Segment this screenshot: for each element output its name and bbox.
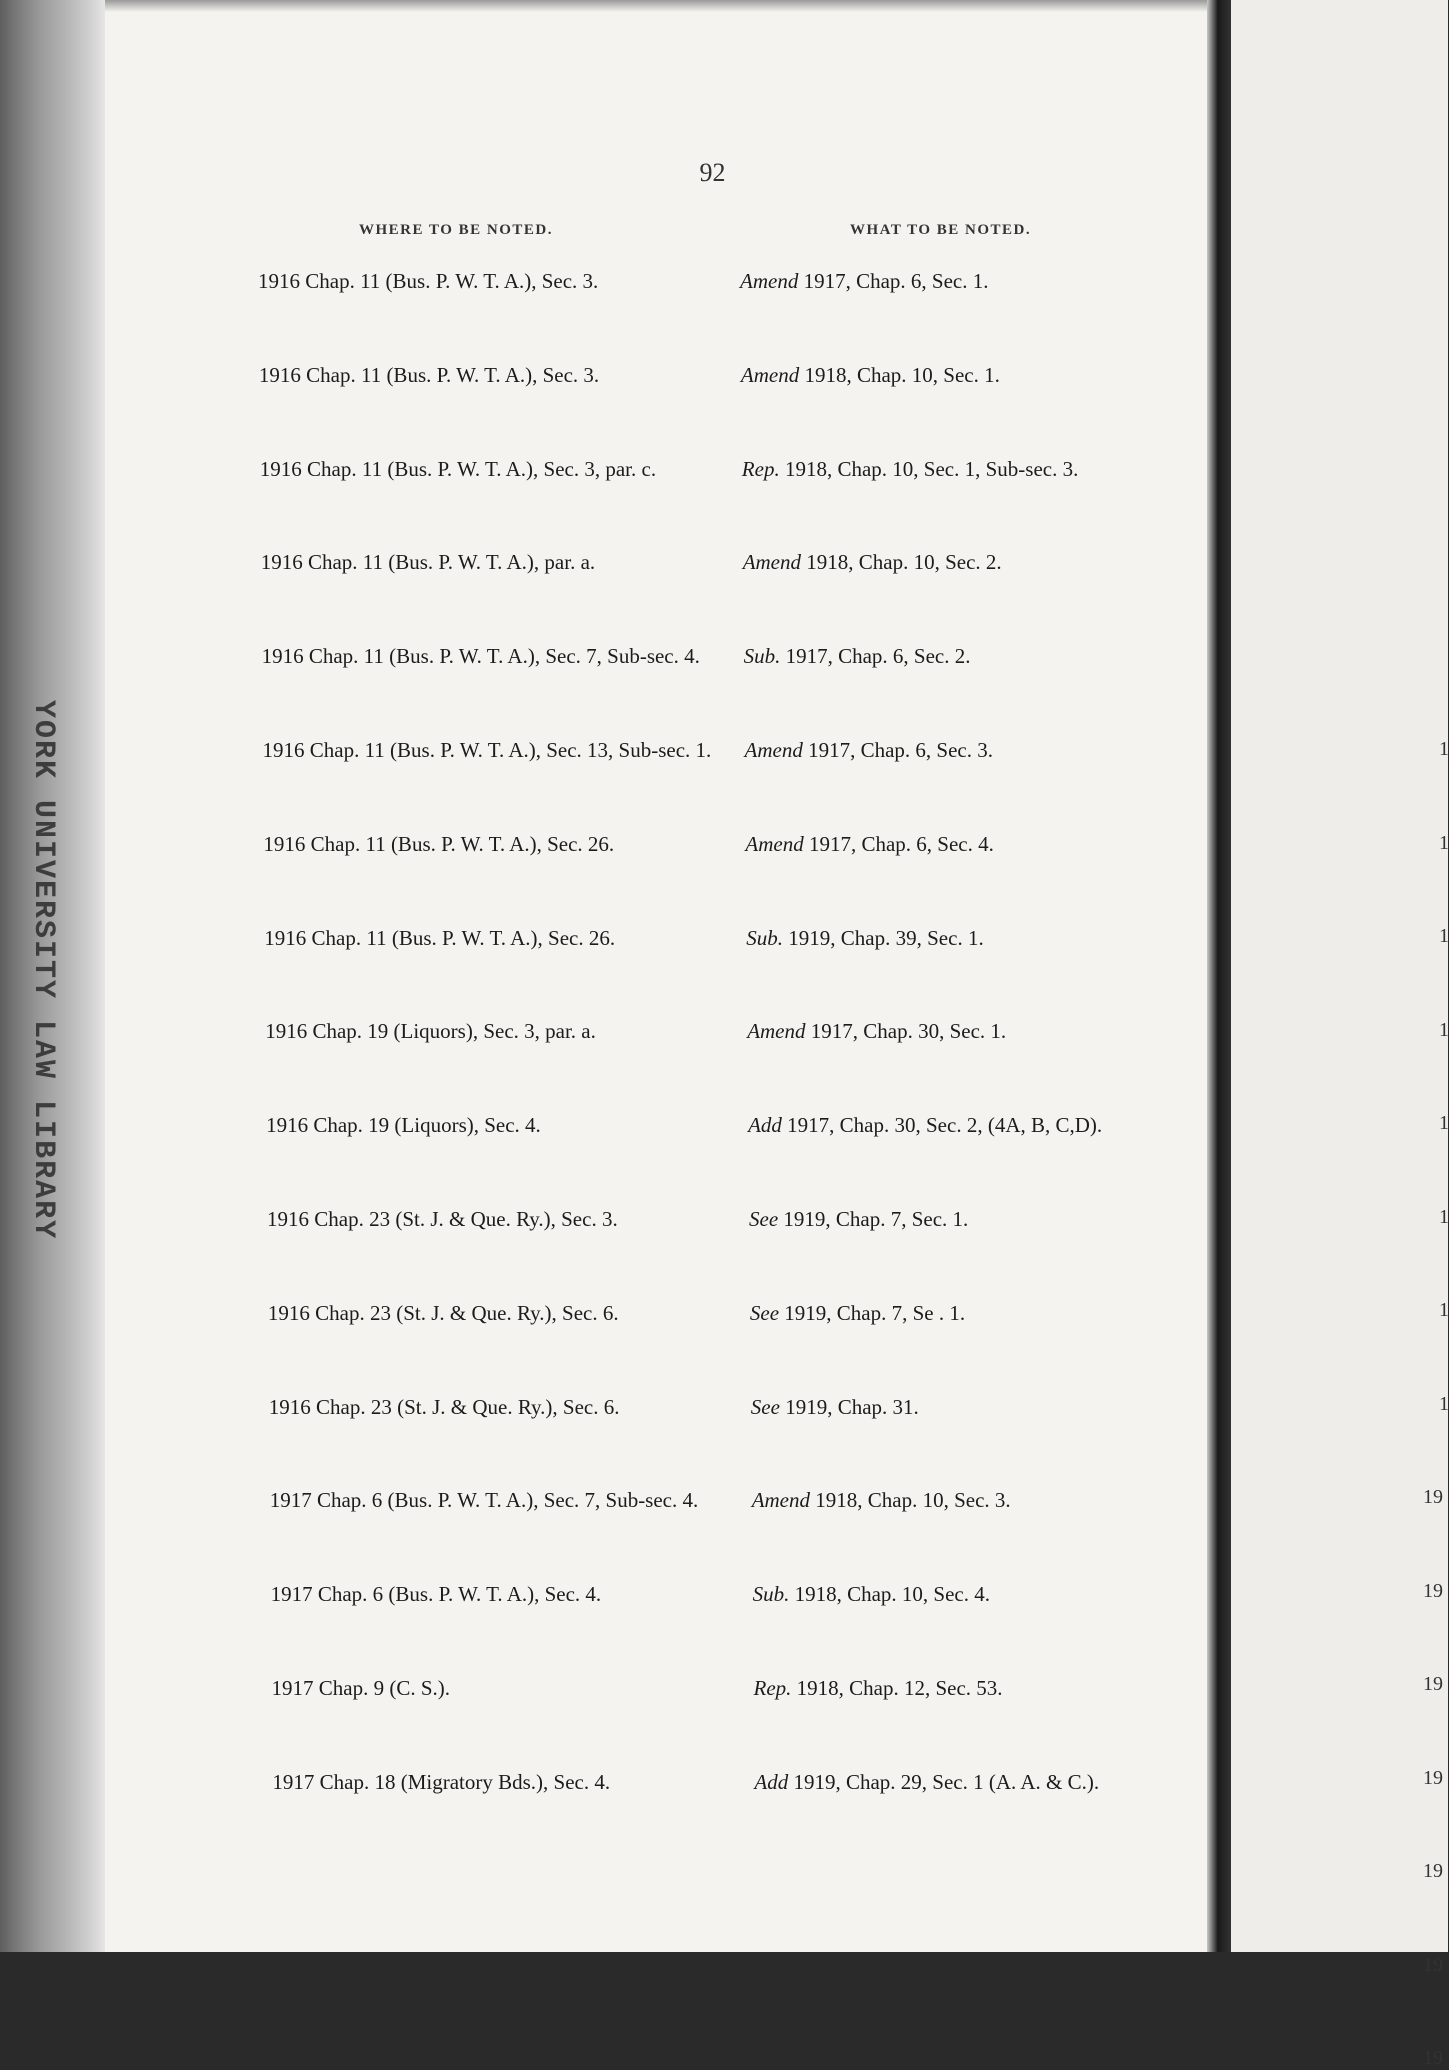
action-keyword: Sub. xyxy=(743,644,781,669)
where-cell: 1916 Chap. 11 (Bus. P. W. T. A.), par. a. xyxy=(260,550,596,575)
facing-page xyxy=(1231,0,1449,2069)
where-cell: 1916 Chap. 11 (Bus. P. W. T. A.), Sec. 7, Sub-sec. 4. xyxy=(261,644,700,669)
list-item xyxy=(105,1018,1320,1098)
facing-page-fragment: 19 xyxy=(1423,1953,1443,1976)
what-cell xyxy=(741,362,1247,388)
where-cell: 1916 Chap. 11 (Bus. P. W. T. A.), Sec. 26. xyxy=(263,831,615,856)
facing-page-fragment: 1 xyxy=(1439,738,1449,760)
where-cell: 1917 Chap. 6 (Bus. P. W. T. A.), Sec. 7, Sub-sec. 4. xyxy=(269,1488,699,1513)
where-cell: 1916 Chap. 11 (Bus. P. W. T. A.), Sec. 3, par. c. xyxy=(259,456,657,481)
reference-text: 1919, Chap. 7, Sec. 1. xyxy=(778,1207,969,1231)
action-keyword: Sub. xyxy=(746,925,784,950)
list-item xyxy=(105,1581,1320,1661)
what-cell xyxy=(743,549,1249,575)
reference-text: 1919, Chap. 31. xyxy=(779,1394,919,1419)
action-keyword: See xyxy=(749,1207,779,1231)
action-keyword: Rep. xyxy=(741,456,780,481)
where-cell: 1916 Chap. 19 (Liquors), Sec. 3, par. a. xyxy=(265,1019,596,1044)
what-cell xyxy=(754,1675,1260,1701)
document-page xyxy=(105,0,1320,1952)
action-keyword: Add xyxy=(754,1769,789,1794)
facing-page-fragment: 19 xyxy=(1423,1486,1443,1508)
where-cell: 1916 Chap. 11 (Bus. P. W. T. A.), Sec. 3. xyxy=(258,362,600,387)
reference-text: 1917, Chap. 6, Sec. 4. xyxy=(803,831,994,856)
action-keyword: Add xyxy=(748,1113,782,1138)
facing-page-fragment: 1 xyxy=(1439,1392,1449,1415)
list-item xyxy=(105,268,1320,348)
where-cell: 1916 Chap. 23 (St. J. & Que. Ry.), Sec. 3. xyxy=(267,1207,618,1231)
where-cell: 1917 Chap. 18 (Migratory Bds.), Sec. 4. xyxy=(272,1769,611,1794)
reference-text: 1918, Chap. 10, Sec. 2. xyxy=(801,550,1002,575)
list-item xyxy=(105,1675,1320,1755)
facing-page-fragment: 19 xyxy=(1423,2047,1443,2069)
action-keyword: Amend xyxy=(751,1488,811,1513)
list-item xyxy=(105,456,1320,536)
what-cell xyxy=(749,1206,1255,1232)
reference-text: 1917, Chap. 30, Sec. 1. xyxy=(805,1019,1007,1044)
action-keyword: Amend xyxy=(742,550,802,575)
facing-page-fragment: 19 xyxy=(1423,1860,1443,1882)
list-item xyxy=(105,1206,1320,1286)
action-keyword: Rep. xyxy=(753,1676,792,1700)
where-header: WHERE TO BE NOTED. xyxy=(359,222,553,238)
book-gutter xyxy=(1207,0,1231,1952)
where-cell: 1916 Chap. 11 (Bus. P. W. T. A.), Sec. 3. xyxy=(258,269,599,293)
facing-page-fragment: 1 xyxy=(1439,925,1449,947)
what-cell xyxy=(745,737,1251,763)
reference-text: 1918, Chap. 10, Sec. 3. xyxy=(810,1488,1011,1513)
reference-text: 1918, Chap. 10, Sec. 4. xyxy=(789,1582,990,1607)
what-cell xyxy=(748,1112,1254,1138)
where-cell: 1916 Chap. 19 (Liquors), Sec. 4. xyxy=(266,1113,541,1138)
list-item xyxy=(105,925,1320,1005)
page-top-shadow xyxy=(105,0,1320,12)
facing-page-fragment: 19 xyxy=(1423,1673,1443,1695)
what-cell xyxy=(745,831,1251,857)
where-cell: 1916 Chap. 23 (St. J. & Que. Ry.), Sec. 6. xyxy=(267,1300,619,1325)
reference-text: 1918, Chap. 12, Sec. 53. xyxy=(791,1676,1003,1700)
list-item xyxy=(105,362,1320,442)
list-item xyxy=(105,737,1320,817)
where-cell: 1917 Chap. 6 (Bus. P. W. T. A.), Sec. 4. xyxy=(270,1582,602,1607)
what-cell xyxy=(751,1394,1257,1420)
facing-page-fragment: 19 xyxy=(1423,1766,1443,1789)
action-keyword: Sub. xyxy=(752,1582,790,1607)
what-cell xyxy=(746,925,1252,951)
action-keyword: Amend xyxy=(740,269,799,293)
reference-text: 1918, Chap. 10, Sec. 1, Sub-sec. 3. xyxy=(779,456,1079,481)
facing-page-fragment: 1 xyxy=(1439,1018,1449,1041)
reference-text: 1919, Chap. 39, Sec. 1. xyxy=(783,925,984,950)
list-item xyxy=(105,643,1320,723)
what-cell xyxy=(744,643,1250,669)
list-item xyxy=(105,1487,1320,1567)
what-cell xyxy=(742,456,1248,482)
reference-text: 1917, Chap. 6, Sec. 2. xyxy=(780,644,971,669)
reference-text: 1917, Chap. 6, Sec. 3. xyxy=(802,738,993,762)
list-item xyxy=(105,549,1320,629)
facing-page-fragment: 1 xyxy=(1439,1299,1449,1321)
page-number: 92 xyxy=(699,158,726,187)
what-cell xyxy=(750,1300,1256,1326)
reference-text: 1917, Chap. 30, Sec. 2, (4A, B, C,D). xyxy=(781,1113,1103,1138)
action-keyword: Amend xyxy=(740,362,800,387)
facing-page-fragment: 1 xyxy=(1439,1112,1449,1134)
facing-page-fragment: 1 xyxy=(1439,1205,1449,1228)
where-cell: 1916 Chap. 11 (Bus. P. W. T. A.), Sec. 26. xyxy=(264,925,616,950)
reference-text: 1917, Chap. 6, Sec. 1. xyxy=(798,269,989,293)
action-keyword: Amend xyxy=(744,738,803,762)
list-item xyxy=(105,1394,1320,1474)
book-edge xyxy=(0,0,105,1952)
where-cell: 1916 Chap. 11 (Bus. P. W. T. A.), Sec. 13, Sub-sec. 1. xyxy=(262,738,712,762)
what-cell xyxy=(747,1018,1253,1044)
what-cell xyxy=(754,1769,1260,1795)
what-cell xyxy=(753,1581,1259,1607)
list-item xyxy=(105,1300,1320,1380)
what-header: WHAT TO BE NOTED. xyxy=(850,222,1032,238)
action-keyword: See xyxy=(750,1394,780,1419)
reference-text: 1918, Chap. 10, Sec. 1. xyxy=(799,362,1000,387)
what-cell xyxy=(752,1487,1258,1513)
reference-text: 1919, Chap. 29, Sec. 1 (A. A. & C.). xyxy=(788,1769,1100,1794)
action-keyword: Amend xyxy=(745,831,804,856)
action-keyword: Amend xyxy=(747,1019,806,1044)
where-cell: 1916 Chap. 23 (St. J. & Que. Ry.), Sec. 6. xyxy=(268,1394,620,1419)
where-cell: 1917 Chap. 9 (C. S.). xyxy=(271,1676,450,1700)
list-item xyxy=(105,831,1320,911)
facing-page-fragment: 1 xyxy=(1439,831,1449,854)
facing-page-fragment: 19 xyxy=(1423,1579,1443,1602)
action-keyword: See xyxy=(749,1300,780,1325)
reference-text: 1919, Chap. 7, Se . 1. xyxy=(779,1300,966,1325)
list-item xyxy=(105,1769,1320,1849)
what-cell xyxy=(740,268,1246,294)
spine-stamp: YORK UNIVERSITY LAW LIBRARY xyxy=(26,700,60,1241)
list-item xyxy=(105,1112,1320,1192)
